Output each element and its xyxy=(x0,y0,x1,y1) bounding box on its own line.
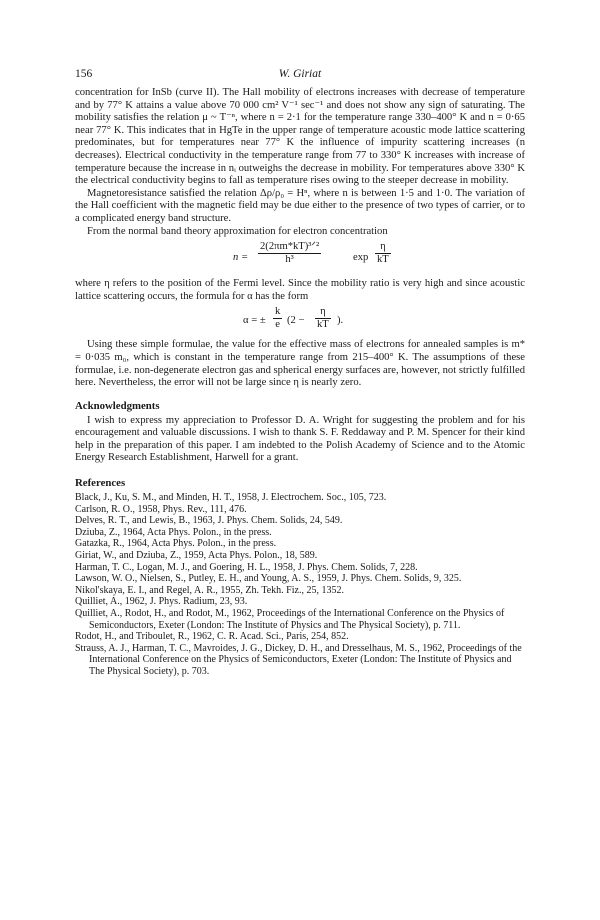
eq2-eta-numerator: η xyxy=(315,306,331,319)
acknowledgments-text: I wish to express my appreciation to Professor D. A. Wright for suggesting the problem and for his encouragement and valuable discussions. I wish to thank S. F. Reddaway and P. M. Spencer for their kind help in the preparation of this paper. I am indebted to the Polish Academy of Science and to the Atomic Energy Research Establishment, Harwell for a grant. xyxy=(75,414,525,464)
reference-item: Quilliet, A., 1962, J. Phys. Radium, 23, 93. xyxy=(75,596,248,608)
eq1-eta-fraction xyxy=(375,241,391,266)
reference-item: Giriat, W., and Dziuba, Z., 1959, Acta Phys. Polon., 18, 589. xyxy=(75,550,318,562)
eq1-fraction xyxy=(258,241,321,266)
eq2-k-numerator: k xyxy=(275,306,281,318)
reference-item: Gatazka, R., 1964, Acta Phys. Polon., in the press. xyxy=(75,538,277,550)
reference-item: Carlson, R. O., 1958, Phys. Rev., 111, 476. xyxy=(75,503,247,515)
reference-item: Strauss, A. J., Harman, T. C., Mavroides, J. G., Dickey, D. H., and Dresselhaus, M. S., 1962, Proceedings of the International Conference on the Physics of Semiconductors, Exeter (London: The Institute of Physics and The Physical Society), p. 703. xyxy=(75,642,522,677)
reference-item: Lawson, W. O., Nielsen, S., Putley, E. H., and Young, A. S., 1959, J. Phys. Chem. Solids, 9, 325. xyxy=(75,573,462,585)
body-paragraph: Magnetoresistance satisfied the relation Δρ/ρ₀ = Hⁿ, where n is between 1·5 and 1·0. The variation of the Hall coefficient with the magnetic field may be due either to the presence of two types of carrier, or to a complicated energy band structure. xyxy=(75,187,525,224)
reference-item: Black, J., Ku, S. M., and Minden, H. T., 1958, J. Electrochem. Soc., 105, 723. xyxy=(75,492,387,504)
running-head xyxy=(75,68,525,80)
paper-page xyxy=(75,68,525,678)
references-heading: References xyxy=(75,477,126,490)
eq2-lhs: α = ± xyxy=(243,315,266,327)
reference-item: Quilliet, A., Rodot, H., and Rodot, M., 1962, Proceedings of the International Conference on the Physics of Semiconductors, Exeter (London: The Institute of Physics and The Physical Society), p. 711. xyxy=(75,608,505,631)
eq1-lhs: n = xyxy=(233,252,249,264)
eq1-eta-numerator: η xyxy=(375,241,391,254)
reference-item: Harman, T. C., Logan, M. J., and Goering, H. L., 1958, J. Phys. Chem. Solids, 7, 228. xyxy=(75,561,418,573)
eq1-eta-denominator: kT xyxy=(377,254,389,266)
acknowledgments-section xyxy=(75,400,525,465)
equation-electron-concentration xyxy=(75,241,525,275)
eq1-denominator: h³ xyxy=(285,254,294,266)
acknowledgments-heading: Acknowledgments xyxy=(75,399,160,412)
eq2-k-denominator: e xyxy=(275,319,280,331)
references-list xyxy=(75,492,525,678)
reference-item: Dziuba, Z., 1964, Acta Phys. Polon., in the press. xyxy=(75,526,272,538)
eq1-exp: exp xyxy=(353,252,369,264)
reference-item: Rodot, H., and Triboulet, R., 1962, C. R. Acad. Sci., Paris, 254, 852. xyxy=(75,631,349,643)
running-head-author: W. Giriat xyxy=(278,68,322,80)
eq2-eta-denominator: kT xyxy=(317,319,329,331)
equation-thermoelectric-power xyxy=(75,306,525,336)
page-number: 156 xyxy=(75,68,93,80)
body-paragraph: where η refers to the position of the Fermi level. Since the mobility ratio is very high and since acoustic lattice scattering occurs, the formula for α has the form xyxy=(75,278,525,302)
eq2-open: (2 − xyxy=(287,315,305,327)
body-paragraph: concentration for InSb (curve II). The Hall mobility of electrons increases with decrease of temperature and by 77° K attains a value above 70 000 cm² V⁻¹ sec⁻¹ and does not show any sign of saturating. The mobility satisfies the relation μ ~ T⁻ⁿ, where n = 2·1 for the temperature range 330–400° K and n = 0·65 near 77° K. This indicates that in HgTe in the upper range of temperature acoustic mode lattice scattering predominates, but for temperatures near 77° K the influence of impurity scattering increases (n decreases). Electrical conductivity in the temperature range from 77 to 330° K increases with increase of temperature because the increase in nᵢ outweighs the decrease in mobility. For temperatures above 330° K the electrical conductivity begins to fall as temperature rises owing to the steeper decrease in mobility. xyxy=(75,87,525,187)
reference-item: Delves, R. T., and Lewis, B., 1963, J. Phys. Chem. Solids, 24, 549. xyxy=(75,515,343,527)
eq2-k-fraction xyxy=(273,306,282,331)
eq2-eta-fraction xyxy=(315,306,331,331)
eq1-numerator: 2(2πm*kT)³ᐟ² xyxy=(260,241,320,253)
body-paragraph: From the normal band theory approximation for electron concentration xyxy=(87,225,388,237)
body-paragraph: Using these simple formulae, the value for the effective mass of electrons for annealed samples is m* = 0·035 m₀, which is constant in the temperature range from 215–400° K. The assumptions of these formulae, i.e. non-degenerate electron gas and spherical energy surfaces are, however, not strictly fulfilled here. Nevertheless, the error will not be large since η is nearly zero. xyxy=(75,339,526,389)
eq2-close: ). xyxy=(337,315,344,327)
references-section xyxy=(75,477,525,678)
reference-item: Nikol'skaya, E. I., and Regel, A. R., 1955, Zh. Tekh. Fiz., 25, 1352. xyxy=(75,584,344,596)
